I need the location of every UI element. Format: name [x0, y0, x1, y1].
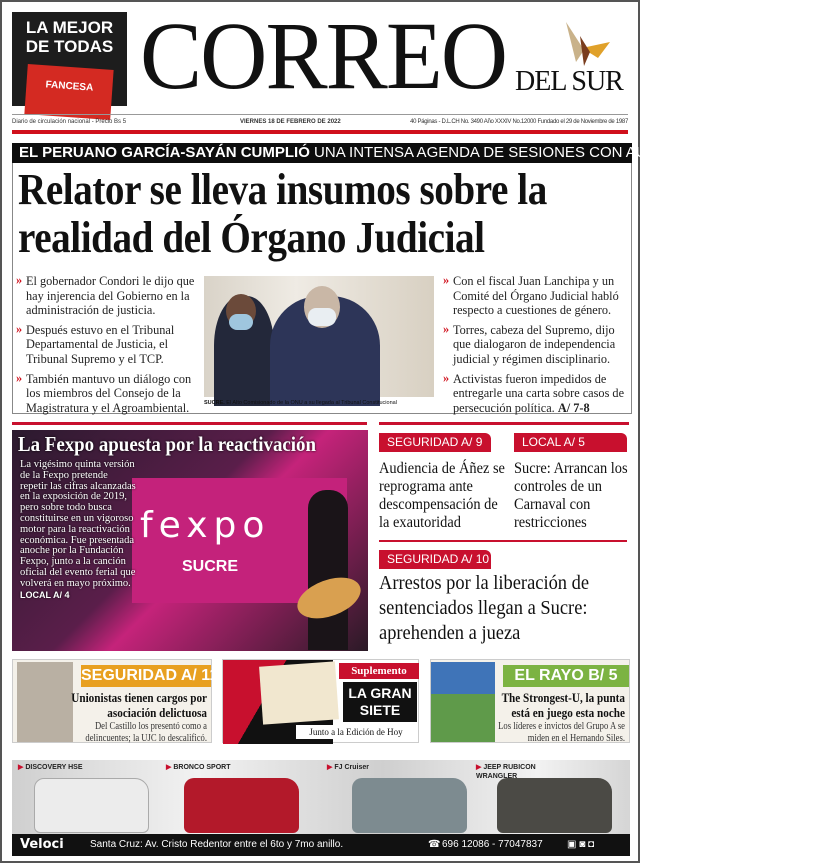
- car-label: ▶ DISCOVERY HSE: [18, 763, 83, 771]
- phone-icon: ☎: [428, 839, 441, 850]
- photo-caption: [204, 400, 397, 406]
- stage-sub: SUCRE: [182, 558, 239, 575]
- red-divider: [379, 540, 627, 542]
- meta-date: VIERNES 18 DE FEBRERO DE 2022: [240, 119, 341, 125]
- comic-cover-image: [259, 661, 339, 724]
- cement-bag-image: [24, 64, 113, 120]
- car-label: ▶ BRONCO SPORT: [166, 763, 231, 771]
- divider: [12, 114, 628, 115]
- teaser-sub: Del Castillo los presentó como a delincuentes; la UJC lo descalificó.: [85, 721, 207, 744]
- stage-logo: fexpo: [140, 505, 271, 546]
- lead-bullets-right: [443, 274, 631, 420]
- red-divider: [379, 422, 629, 425]
- teaser-tag: SEGURIDAD A/ 11: [81, 665, 211, 687]
- kicker-rest: UNA INTENSA AGENDA DE SESIONES CON AUTORIDADES EN SUCRE: [309, 144, 816, 161]
- red-divider: [12, 422, 367, 425]
- promo-brand: FANCESA: [45, 79, 94, 94]
- bullet: [443, 372, 631, 416]
- ad-address: Santa Cruz: Av. Cristo Redentor entre el 6to y 7mo anillo.: [90, 839, 344, 850]
- veloci-ad[interactable]: [12, 760, 630, 856]
- section-tag[interactable]: SEGURIDAD A/ 9: [379, 433, 491, 452]
- lead-bullets-left: [16, 274, 201, 420]
- bullet: » Después estuvo en el Tribunal Departamental de Justicia, el Tribunal Supremo y el TCP.: [16, 323, 201, 367]
- fexpo-body-text: La vigésimo quinta versión de la Fexpo pretende repetir las cifras alcanzadas en la exposición de 2019, pero sobre todo busca constituirse en un vigoroso motor para la reactivación económica. Fue presentada anoche por la Fundación Fexpo, junto a la canción oficial del evento ferial que volverá en mayo próximo.: [20, 459, 136, 589]
- bullet: » Torres, cabeza del Supremo, dijo que dialogaron de independencia judicial y régimen disciplinario.: [443, 323, 631, 367]
- car-label: ▶ FJ Cruiser: [327, 763, 369, 771]
- teaser-tag: Suplemento: [339, 663, 419, 679]
- logo-leaf-icon: [560, 22, 610, 68]
- car-image: [352, 778, 467, 833]
- fexpo-body: [20, 460, 136, 601]
- veloci-logo: Veloci: [20, 837, 64, 852]
- lead-photo: [204, 276, 434, 397]
- lead-headline[interactable]: Relator se lleva insumos sobre la realidad del Órgano Judicial: [18, 165, 547, 262]
- bullet: » Con el fiscal Juan Lanchipa y un Comité del Órgano Judicial habló respecto a cuestiones de género.: [443, 274, 631, 318]
- teaser-headline: Unionistas tienen cargos por asociación delictuosa: [71, 690, 207, 720]
- car-image: [184, 778, 299, 833]
- car-image: [34, 778, 149, 833]
- teaser-sub: Los líderes e invictos del Grupo A se miden en el Hernando Siles.: [498, 721, 625, 744]
- caption-bold: SUCRE.: [204, 400, 225, 406]
- section-tag[interactable]: SEGURIDAD A/ 10: [379, 550, 491, 569]
- bullet: » El gobernador Condori le dijo que hay injerencia del Gobierno en la administración de justicia.: [16, 274, 201, 318]
- meta-price: Diario de circulación nacional - Precio Bs 5: [12, 119, 127, 125]
- teaser-suplemento[interactable]: [222, 659, 419, 743]
- caption-text: El Alto Comisionado de la ONU a su llegada al Tribunal Constitucional: [224, 400, 397, 406]
- ad-footer: [12, 834, 630, 856]
- singer-figure: [308, 490, 348, 650]
- promo-ad[interactable]: [12, 12, 127, 106]
- meta-edition: 40 Páginas - D.L.CH No. 3490 Año XXXIV No.12000 Fundado el 29 de Noviembre de 1987: [410, 119, 628, 125]
- fexpo-headline[interactable]: La Fexpo apuesta por la reactivación: [18, 432, 317, 456]
- lead-kicker: [12, 143, 816, 163]
- teaser-el-rayo[interactable]: [430, 659, 630, 743]
- section-tag[interactable]: LOCAL A/ 5: [514, 433, 627, 452]
- bullet-text: Activistas fueron impedidos de entregarle una carta sobre casos de persecución política.: [453, 371, 625, 415]
- story-headline[interactable]: Arrestos por la liberación de sentenciados llegan a Sucre: aprehenden a jueza: [379, 572, 590, 644]
- teaser-seguridad[interactable]: [12, 659, 219, 744]
- social-icons: ▣ ◙ ◘: [567, 839, 595, 850]
- story-headline[interactable]: Audiencia de Áñez se reprograma ante descompensación de la exautoridad: [379, 460, 505, 531]
- promo-text: LA MEJOR DE TODAS: [25, 18, 114, 56]
- teaser-sub: Junto a la Edición de Hoy: [296, 725, 416, 739]
- masthead-subtitle: DEL SUR: [515, 66, 623, 97]
- teaser-tag: EL RAYO B/ 5: [503, 665, 629, 687]
- car-label: ▶ JEEP RUBICON WRANGLER: [476, 763, 536, 781]
- story-headline[interactable]: Sucre: Arrancan los controles de un Carnaval con restricciones: [514, 460, 628, 531]
- teaser-headline: The Strongest-U, la punta está en juego esta noche: [501, 690, 625, 720]
- fexpo-page-ref[interactable]: LOCAL A/ 4: [20, 589, 70, 600]
- kicker-bold: EL PERUANO GARCÍA-SAYÁN CUMPLIÓ: [19, 144, 310, 161]
- page-ref[interactable]: A/ 7-8: [557, 400, 590, 415]
- car-image: [497, 778, 612, 833]
- teaser-headline: LA GRAN SIETE: [343, 682, 417, 722]
- ad-phone: 696 12086 - 77047837: [442, 839, 543, 850]
- masthead-title: CORREO: [140, 2, 507, 109]
- bullet: » También mantuvo un diálogo con los miembros del Consejo de la Magistratura y el Agroambiental.: [16, 372, 201, 416]
- red-divider: [12, 130, 628, 134]
